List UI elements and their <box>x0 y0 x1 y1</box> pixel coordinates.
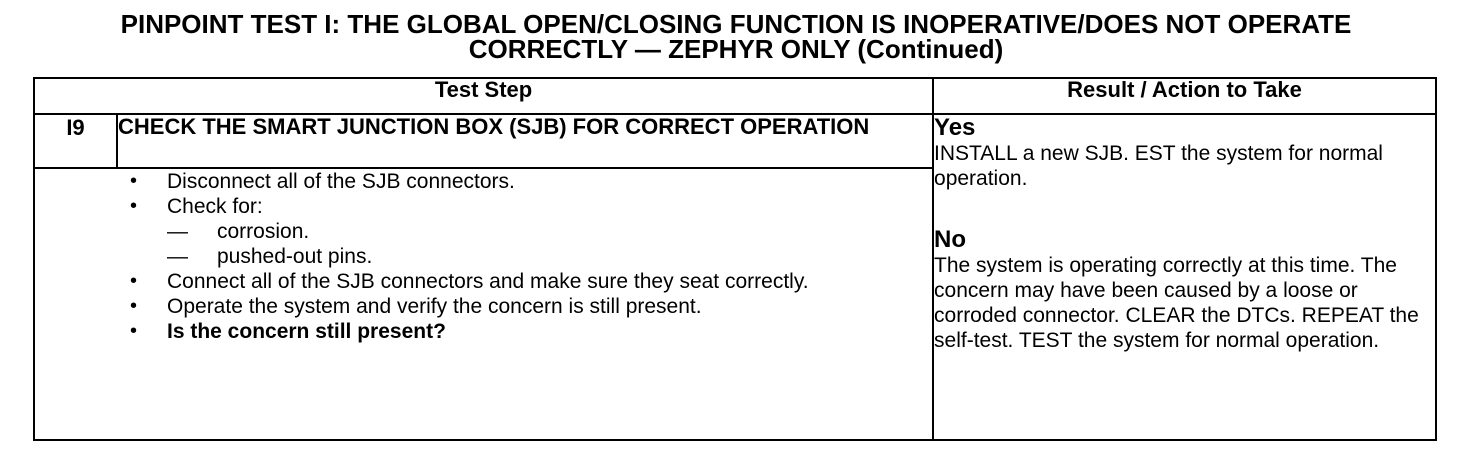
instruction-question: Is the concern still present? <box>167 320 446 343</box>
title-line-2: CORRECTLY — ZEPHYR ONLY (Continued) <box>468 34 1004 64</box>
list-item <box>35 294 932 319</box>
bullet-marker: • <box>130 195 138 217</box>
pinpoint-test-table <box>33 77 1437 441</box>
list-item <box>35 169 932 194</box>
step-title-row <box>34 114 1436 168</box>
no-label: No <box>934 226 967 253</box>
instruction-text: Disconnect all of the SJB connectors. <box>167 170 515 193</box>
table-header-row <box>34 78 1436 114</box>
no-action: The system is operating correctly at this time. The concern may have been caused by a loose or corroded connector. CLEAR the DTCs. REPEAT the self-test. TEST the system for normal operation. <box>934 254 1419 352</box>
sub-instruction-text: corrosion. <box>217 220 310 243</box>
result-cell <box>933 114 1436 440</box>
yes-label: Yes <box>934 114 976 141</box>
bullet-marker: • <box>130 270 138 292</box>
dash-marker: — <box>167 245 188 268</box>
sub-list-item <box>35 219 932 244</box>
test-step-header: Test Step <box>34 78 933 114</box>
dash-marker: — <box>167 220 188 243</box>
instruction-text: Connect all of the SJB connectors and make sure they seat correctly. <box>167 270 809 293</box>
bullet-marker: • <box>130 170 138 192</box>
title-line-1: PINPOINT TEST I: THE GLOBAL OPEN/CLOSING FUNCTION IS INOPERATIVE/DOES NOT OPERATE <box>120 9 1352 39</box>
list-item <box>35 269 847 294</box>
page-title <box>0 9 1472 64</box>
result-action-header: Result / Action to Take <box>933 78 1436 114</box>
instruction-text: Operate the system and verify the concern is still present. <box>167 295 702 318</box>
bullet-marker: • <box>130 295 138 317</box>
list-item <box>35 319 932 344</box>
instruction-text: Check for: <box>167 195 263 218</box>
step-id: I9 <box>34 114 117 168</box>
bullet-marker: • <box>130 320 138 342</box>
step-instructions <box>34 168 933 440</box>
sub-instruction-text: pushed-out pins. <box>217 245 373 268</box>
step-title: CHECK THE SMART JUNCTION BOX (SJB) FOR CORRECT OPERATION <box>117 114 933 168</box>
list-item <box>35 194 932 219</box>
yes-action: INSTALL a new SJB. EST the system for normal operation. <box>934 142 1383 190</box>
sub-list-item <box>35 244 932 269</box>
